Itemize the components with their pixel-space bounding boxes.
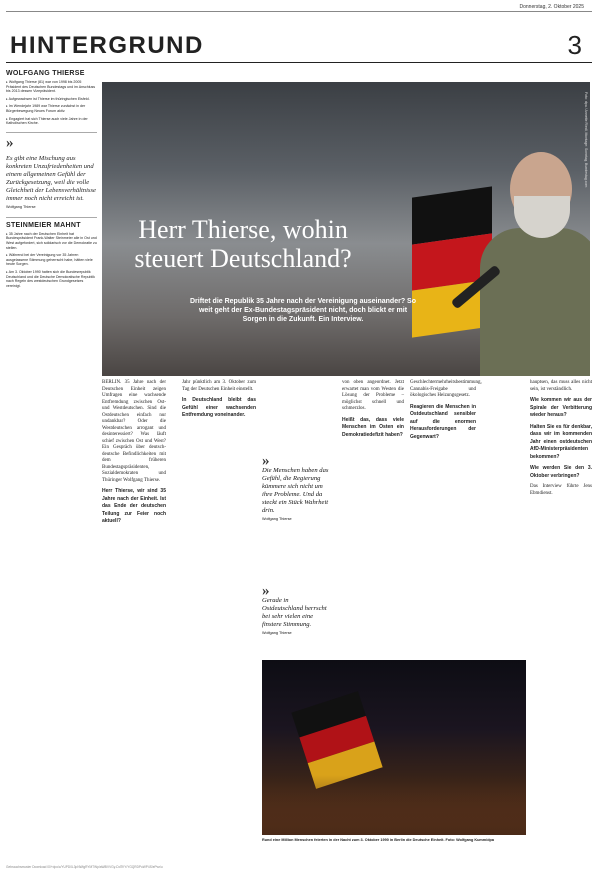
box-title: STEINMEIER MAHNT [6,221,81,229]
quote-mark-icon: » [262,453,270,469]
pull-quote [262,585,330,635]
quote-author: Wolfgang Thierse [6,204,36,209]
quote-author: Wolfgang Thierse [262,517,292,521]
box-bullet: ▸ Am 3. Oktober 1990 hatten sich die Bundesrepublik Deutschland und die Deutsche Demokratische Republik nach Regeln des westdeutschen Grundgesetzes vereinigt. [6,270,97,288]
quote-author: Wolfgang Thierse [262,631,292,635]
interview-credit: Das Interview führte Jens Ebmdienst. [530,484,592,496]
divider [6,217,97,218]
divider [6,132,97,133]
article-text: Jahr pünktlich am 3. Oktober zum Tag der Deutschen Einheit einstellt. [182,380,256,392]
photo-caption: Rund eine Million Menschen feierten in der Nacht zum 3. Oktober 1990 in Berlin die Deutsche Einheit. Foto: Wolfgang Kumm/dpa [262,838,494,842]
page-number: 3 [567,30,582,60]
quote-mark-icon: » [262,583,270,599]
header-rule [6,11,592,12]
speaker-figure [480,142,590,376]
headline: Herr Thierse, wohin steuert Deutschland? [134,215,352,273]
profile-title: WOLFGANG THIERSE [6,70,85,77]
pull-quote [262,455,330,521]
article-column [102,380,166,530]
download-footer: Gebrauchsmuster Download 00+dpo/c/YUPD0L3pNWlgRYMTWp/aW8lVVGy-DdTf/Y/YGQRDPoWP4S/ePwr/u [6,865,163,869]
pull-quote-text: Die Menschen haben das Gefühl, die Regierung kümmere sich nicht um ihre Probleme. Und da steckt ein Stück Wahrheit drin. [262,467,329,514]
article-column [410,380,482,445]
interview-question: Reagieren die Menschen in Ostdeutschland sensibler auf die enormen Herausforderungen der Gegenwart? [410,403,476,440]
profile-bullet: ▸ Wolfgang Thierse (81) war von 1998 bis 2005 Präsident des Deutschen Bundestags und im Anschluss bis 2013 dessen Vizepräsident. [6,80,97,94]
lead-paragraph: Driftet die Republik 35 Jahre nach der Vereinigung auseinander? So weit geht der Ex-Bundestagspräsident nicht, doch blickt er mit Sorgen in die Zukunft. Ein Interview. [189,298,416,323]
box-bullet: ▸ 35 Jahre nach der Deutschen Einheit hat Bundespräsident Frank-Walter Steinmeier alle in Ost und West aufgefordert, sich solidarisch vor die Demokratie zu stellen. [6,232,97,250]
crowd-photo [262,660,526,835]
pull-quote: Es gibt eine Mischung aus konkreten Unzufriedenheiten und einem allgemeinen Gefühl der Zurückgesetzung, weil die volle Gleichheit der Lebensverhältnisse immer noch nicht erreicht ist. [6,154,96,202]
interview-question: Halten Sie es für denkbar, dass wir im kommenden Jahr einen ostdeutschen AfD-Ministerpräsidenten bekommen? [530,423,592,460]
interview-question: Wie werden Sie den 3. Oktober verbringen? [530,465,592,479]
quote-mark-icon: » [6,134,14,151]
article-column [530,380,592,501]
interview-question: Heißt das, dass viele Menschen im Osten ein Demokratiedefizit haben? [342,416,404,438]
profile-bullet: ▸ Im Wendejahr 1989 war Thierse zunächst in der Bürgerbewegung Neues Forum aktiv. [6,104,97,113]
sidebar [6,68,97,291]
article-text: hauptsen, das muss alles nicht sein, ist verständlich. [530,380,592,392]
profile-bullet: ▸ Engagiert hat sich Thierse auch viele Jahre in der Katholischen Kirche. [6,117,97,126]
photo-credit: Foto: dpa / Annette Riedl, Montage: Sonntag, Bundestag.com [584,92,588,188]
interview-question: In Deutschland bleibt das Gefühl einer wachsenden Entfremdung voneinander. [182,397,256,418]
article-column [182,380,256,424]
section-title: HINTERGRUND [10,32,204,59]
interview-question: Herr Thierse, wir sind 35 Jahre nach der Einheit. Ist das Ende der deutschen Teilung zur Feier noch aktuell? [102,488,166,524]
article-column [342,380,404,443]
interview-question: Wie kommen wir aus der Spirale der Verbitterung wieder heraus? [530,397,592,418]
section-rule [6,62,592,63]
profile-bullet: ▸ Aufgewachsen ist Thierse im thüringischen Eisfeld. [6,97,97,102]
pull-quote-text: Gerade in Ostdeutschland herrscht bei sehr vielen eine finstere Stimmung. [262,597,327,628]
article-text: BERLIN. 35 Jahre nach der Deutschen Einheit zeigen Umfragen eine wachsende Entfremdung zwischen Ost- und Westdeutschen. Sind die Ostdeutschen einfach nur undankbar? Oder die Westdeutschen arrogant und desinteressiert? Was läuft schief zwischen Ost und West? Ein Gespräch über deutsch-deutsche Befindlichkeiten mit dem früheren Bundestagspräsidenten, Sozialdemokraten und Thüringer Wolfgang Thierse. [102,380,166,483]
article-text: von oben angeordnet. Jetzt erwartet man vom Westen die Lösung der Probleme – möglichst schnell und schmerzlos. [342,380,404,411]
article-text: Geschlechtermehrheitsbestimmung, Cannabis-Freigabe und ökologisches Heizungsgesetz. [410,380,482,398]
box-bullet: ▸ Während bei der Vereinigung vor 35 Jahren ausgelassene Stimmung geherrscht habe, hätten viele heute Sorgen. [6,253,97,267]
issue-date: Donnerstag, 2. Oktober 2025 [519,4,584,10]
